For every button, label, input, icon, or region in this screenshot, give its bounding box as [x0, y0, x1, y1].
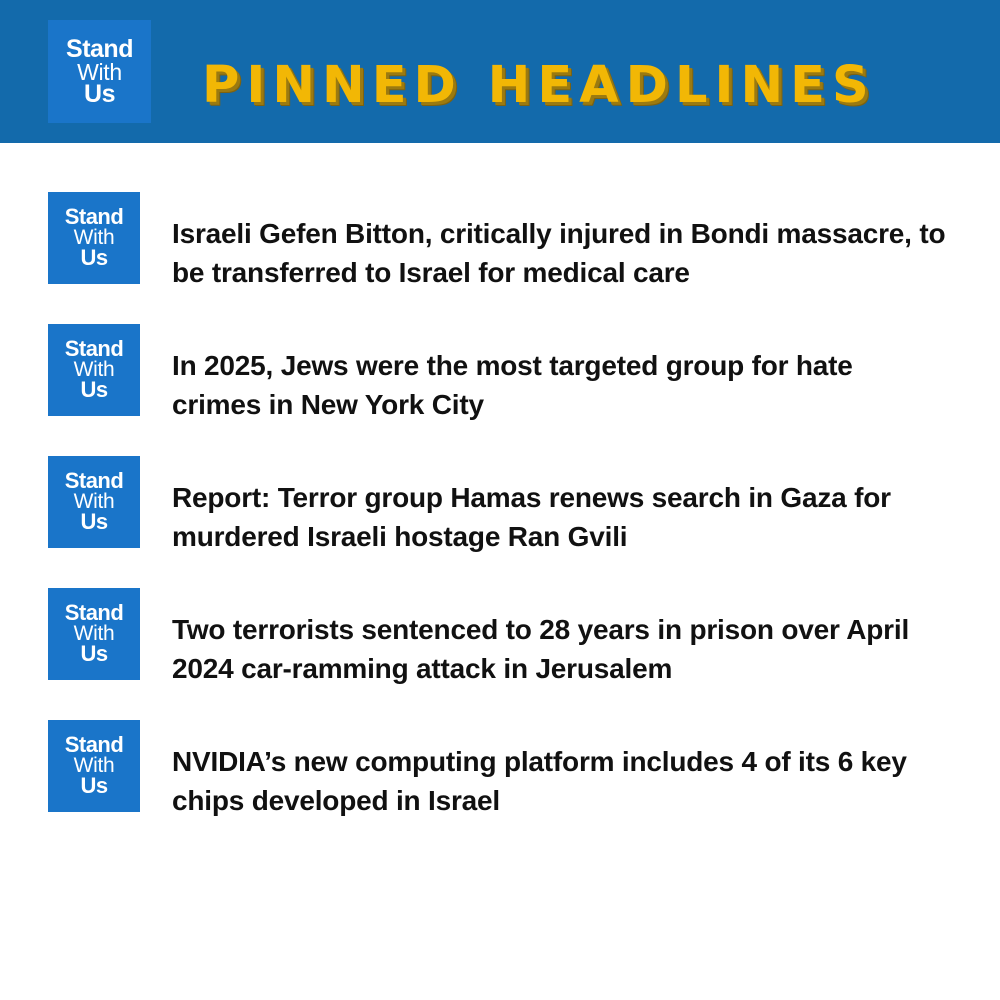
logo-line-us: Us	[84, 80, 115, 109]
standwithus-logo	[48, 456, 140, 548]
logo-line-stand: Stand	[64, 600, 124, 626]
logo-line-with: With	[73, 754, 115, 778]
logo-line-stand: Stand	[64, 204, 124, 230]
headline-text[interactable]: Two terrorists sentenced to 28 years in prison over April 2024 car-ramming attack in Jerusalem	[172, 614, 910, 684]
logo-line-us: Us	[80, 508, 108, 534]
headline-item[interactable]	[48, 720, 948, 816]
standwithus-logo	[48, 588, 140, 680]
standwithus-logo	[48, 20, 151, 123]
headline-text[interactable]: NVIDIA’s new computing platform includes 4 of its 6 key chips developed in Israel	[172, 746, 907, 816]
standwithus-logo	[48, 192, 140, 284]
logo-line-with: With	[73, 358, 115, 382]
logo-line-stand: Stand	[64, 468, 124, 494]
logo-line-stand: Stand	[66, 34, 133, 63]
headline-item[interactable]	[48, 456, 948, 552]
standwithus-logo	[48, 324, 140, 416]
logo-line-with: With	[77, 58, 122, 85]
logo-line-with: With	[73, 490, 115, 514]
logo-line-with: With	[73, 226, 115, 250]
logo-line-us: Us	[80, 772, 108, 798]
logo-line-stand: Stand	[64, 336, 124, 362]
headline-text[interactable]: Israeli Gefen Bitton, critically injured in Bondi massacre, to be transferred to Israel for medical care	[172, 218, 946, 288]
logo-line-stand: Stand	[64, 732, 124, 758]
headline-item[interactable]	[48, 192, 948, 288]
header-banner	[0, 0, 1000, 143]
headline-text[interactable]: In 2025, Jews were the most targeted group for hate crimes in New York City	[172, 350, 853, 420]
logo-line-us: Us	[80, 244, 108, 270]
logo-line-with: With	[73, 622, 115, 646]
page-title: PINNED HEADLINES	[202, 56, 876, 115]
headline-item[interactable]	[48, 324, 948, 420]
headline-text[interactable]: Report: Terror group Hamas renews search in Gaza for murdered Israeli hostage Ran Gvili	[172, 482, 891, 552]
logo-line-us: Us	[80, 640, 108, 666]
standwithus-logo	[48, 720, 140, 812]
headline-item[interactable]	[48, 588, 948, 684]
logo-line-us: Us	[80, 376, 108, 402]
